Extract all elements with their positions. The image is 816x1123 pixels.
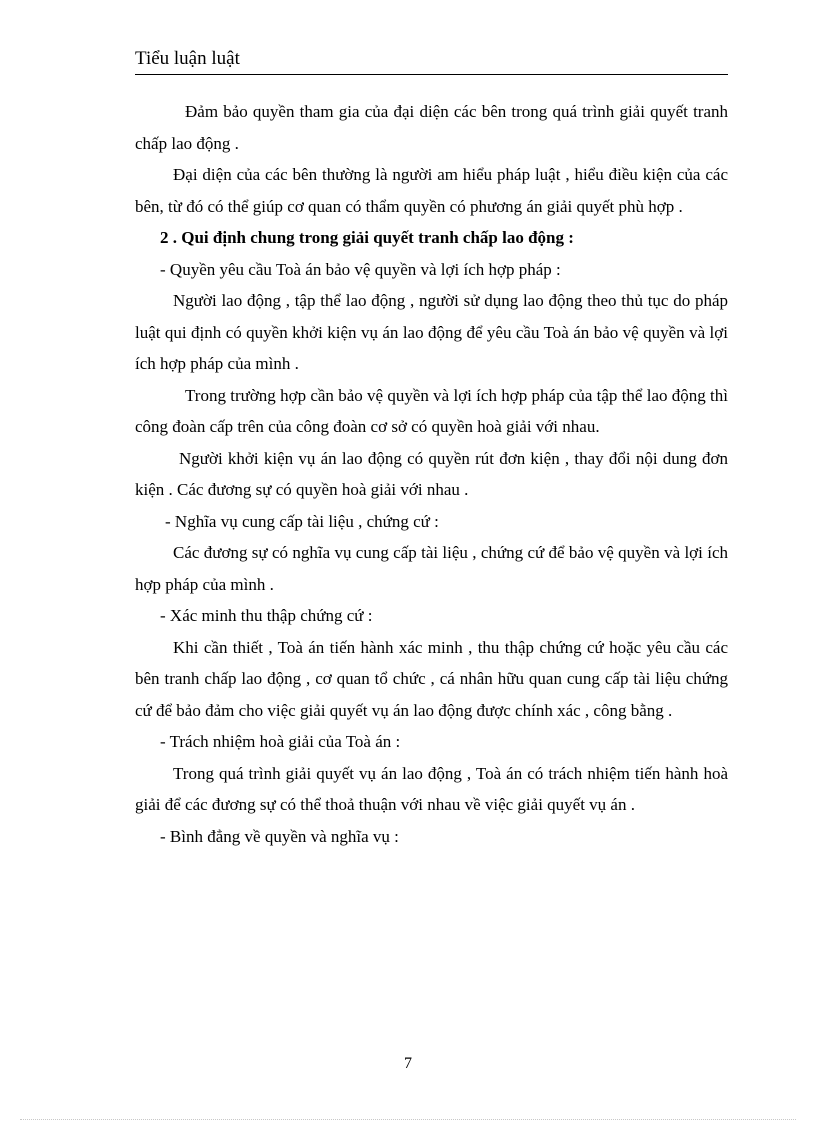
paragraph: Đại diện của các bên thường là người am hiểu pháp luật , hiểu điều kiện của các bên, từ đó có thể giúp cơ quan có thẩm quyền có phương án giải quyết phù hợp . xyxy=(135,165,728,216)
document-body xyxy=(135,96,728,852)
list-item: - Bình đẳng về quyền và nghĩa vụ : xyxy=(160,826,399,846)
paragraph: Người lao động , tập thể lao động , người sử dụng lao động theo thủ tục do pháp luật qui định có quyền khởi kiện vụ án lao động để yêu cầu Toà án bảo vệ quyền và lợi ích hợp pháp của mình . xyxy=(135,291,728,373)
header-title: Tiểu luận luật xyxy=(135,48,240,69)
paragraph: Các đương sự có nghĩa vụ cung cấp tài liệu , chứng cứ để bảo vệ quyền và lợi ích hợp pháp của mình . xyxy=(135,543,728,594)
list-item: - Nghĩa vụ cung cấp tài liệu , chứng cứ : xyxy=(165,511,439,531)
section-heading: 2 . Qui định chung trong giải quyết tranh chấp lao động : xyxy=(160,228,574,247)
paragraph: Trong quá trình giải quyết vụ án lao động , Toà án có trách nhiệm tiến hành hoà giải để các đương sự có thể thoả thuận với nhau về việc giải quyết vụ án . xyxy=(135,763,728,814)
paragraph: Trong trường hợp cần bảo vệ quyền và lợi ích hợp pháp của tập thể lao động thì công đoàn cấp trên của công đoàn cơ sở có quyền hoà giải với nhau. xyxy=(135,385,728,436)
paragraph: Người khởi kiện vụ án lao động có quyền rút đơn kiện , thay đổi nội dung đơn kiện . Các đương sự có quyền hoà giải với nhau . xyxy=(135,448,728,499)
list-item: - Xác minh thu thập chứng cứ : xyxy=(160,606,373,625)
paragraph: Khi cần thiết , Toà án tiến hành xác minh , thu thập chứng cứ hoặc yêu cầu các bên tranh chấp lao động , cơ quan tổ chức , cá nhân hữu quan cung cấp tài liệu chứng cứ để bảo đảm cho việc giải quyết vụ án lao động được chính xác , công bằng . xyxy=(135,637,728,720)
list-item: - Quyền yêu cầu Toà án bảo vệ quyền và lợi ích hợp pháp : xyxy=(160,259,561,279)
page-number: 7 xyxy=(404,1055,412,1072)
list-item: - Trách nhiệm hoà giải của Toà án : xyxy=(160,732,401,751)
document-header xyxy=(135,48,728,75)
paragraph: Đảm bảo quyền tham gia của đại diện các bên trong quá trình giải quyết tranh chấp lao động . xyxy=(135,102,728,153)
page-bottom-divider xyxy=(20,1119,796,1120)
